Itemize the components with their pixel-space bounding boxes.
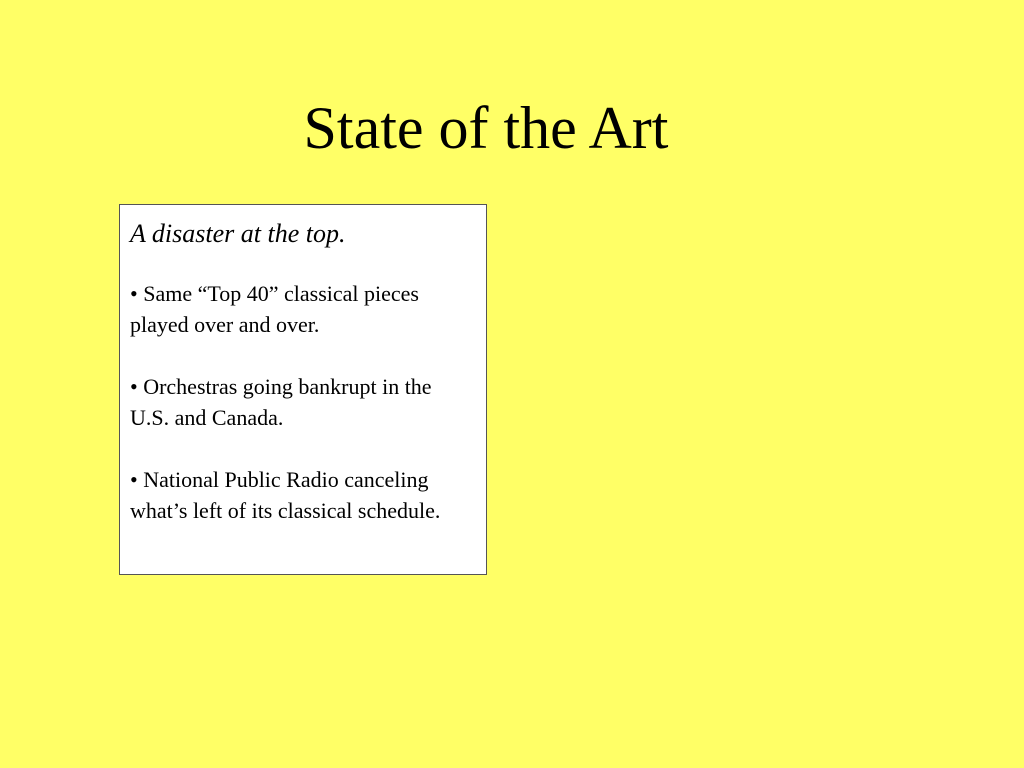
bullet-item: • Same “Top 40” classical pieces played over and over. bbox=[130, 281, 419, 337]
bullet-item: • Orchestras going bankrupt in the U.S. and Canada. bbox=[130, 374, 432, 430]
box-heading: A disaster at the top. bbox=[130, 219, 346, 248]
bullet-item: • National Public Radio canceling what’s left of its classical schedule. bbox=[130, 467, 441, 523]
slide-title: State of the Art bbox=[303, 95, 669, 161]
text-box bbox=[119, 204, 487, 575]
